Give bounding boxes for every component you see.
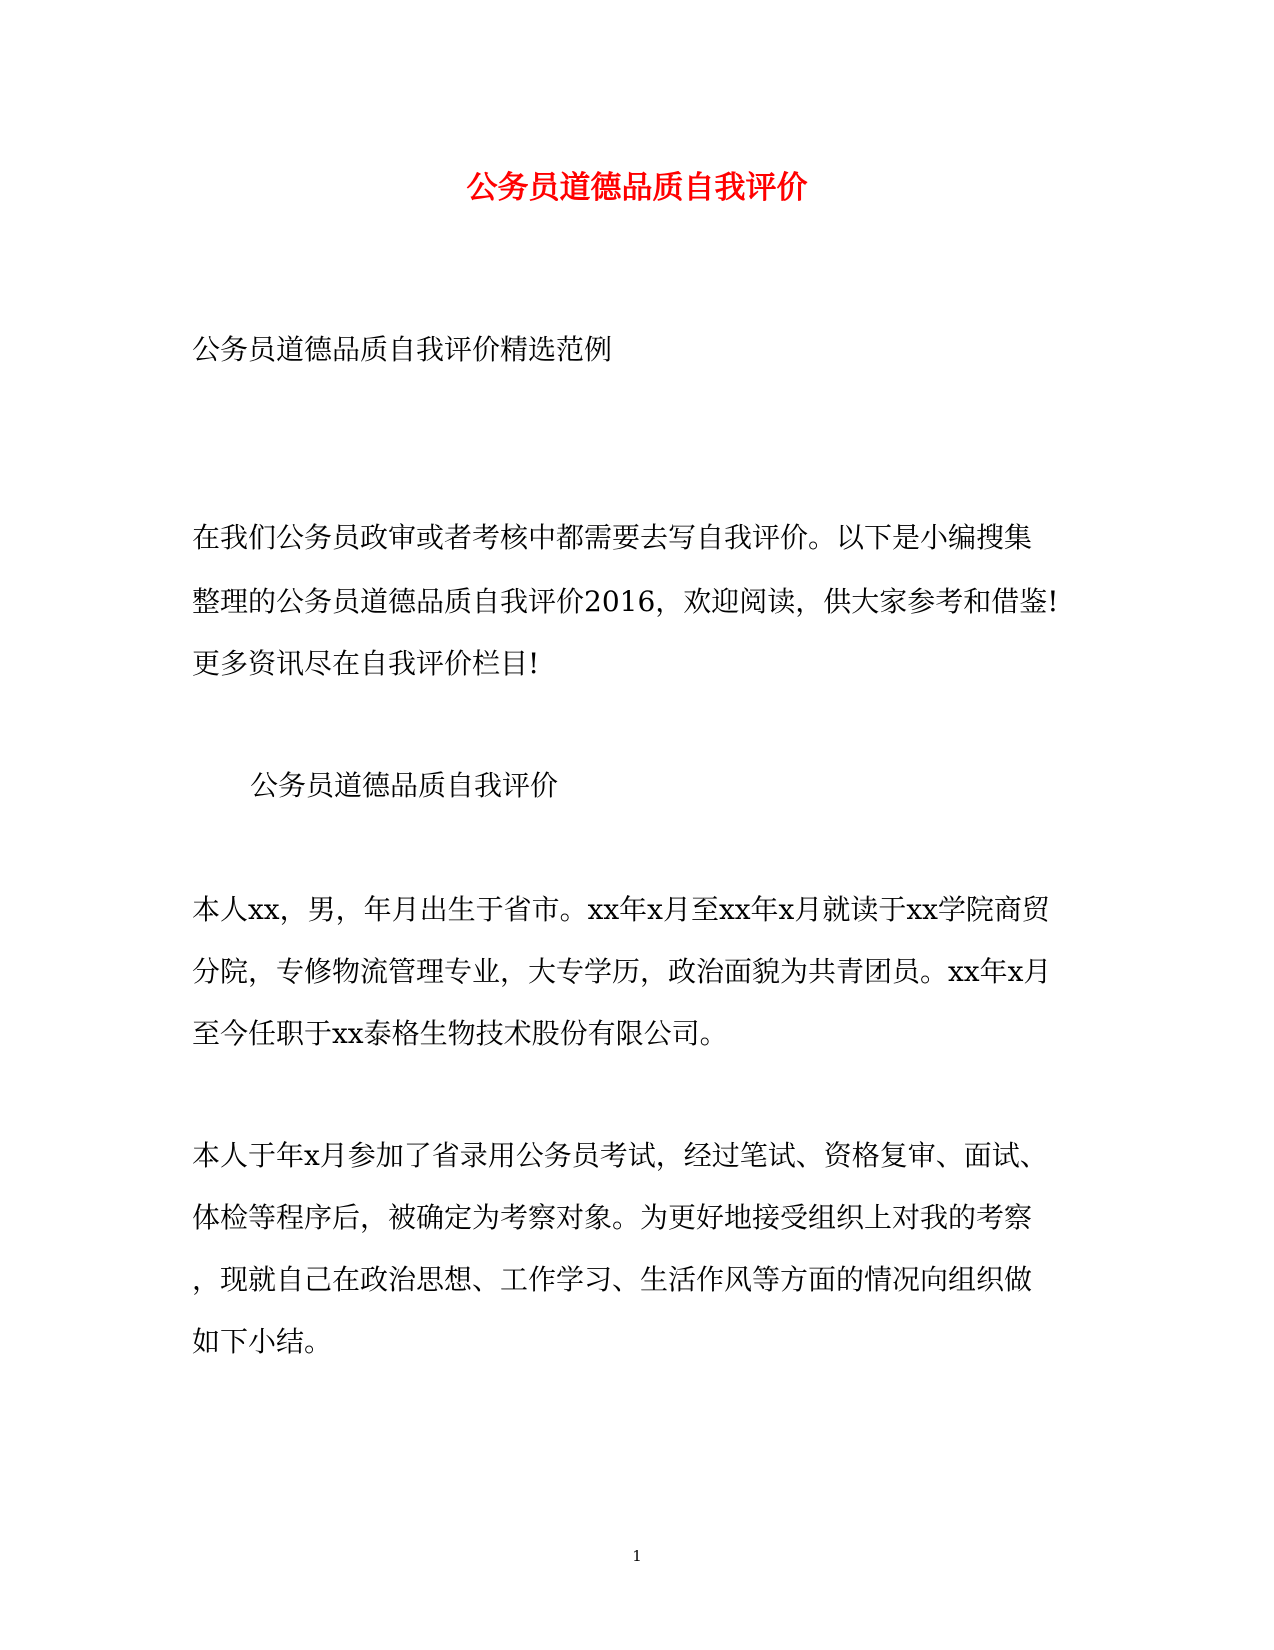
intro-line-2: 整理的公务员道德品质自我评价2016，欢迎阅读，供大家参考和借鉴!: [192, 585, 1059, 618]
para2-line-1: 本人于年x月参加了省录用公务员考试，经过笔试、资格复审、面试、: [192, 1139, 1048, 1172]
document-title: 公务员道德品质自我评价: [466, 170, 808, 206]
section-heading: 公务员道德品质自我评价: [250, 769, 559, 802]
para1-line-1: 本人xx，男，年月出生于省市。xx年x月至xx年x月就读于xx学院商贸: [192, 893, 1050, 926]
para2-line-2: 体检等程序后，被确定为考察对象。为更好地接受组织上对我的考察: [192, 1201, 1033, 1234]
page-number: 1: [632, 1547, 642, 1565]
subtitle-line: 公务员道德品质自我评价精选范例: [192, 333, 613, 366]
para1-line-3: 至今任职于xx泰格生物技术股份有限公司。: [192, 1017, 728, 1050]
intro-line-1: 在我们公务员政审或者考核中都需要去写自我评价。以下是小编搜集: [192, 521, 1033, 554]
intro-line-3: 更多资讯尽在自我评价栏目!: [192, 647, 540, 680]
para1-line-2: 分院，专修物流管理专业，大专学历，政治面貌为共青团员。xx年x月: [192, 955, 1052, 988]
para2-line-3: ，现就自己在政治思想、工作学习、生活作风等方面的情况向组织做: [192, 1263, 1033, 1296]
para2-line-4: 如下小结。: [192, 1325, 333, 1358]
